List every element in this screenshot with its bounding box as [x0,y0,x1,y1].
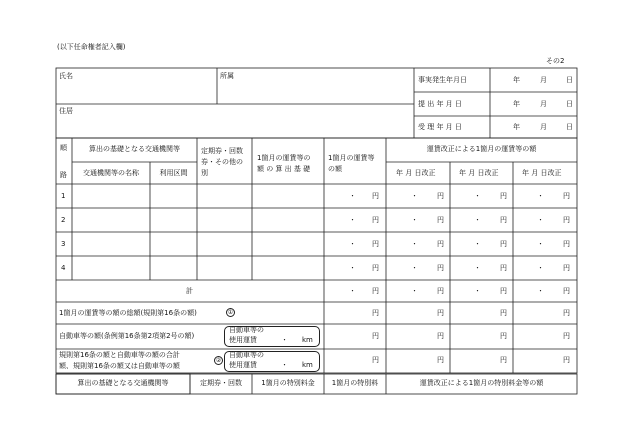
dot: ・ [474,192,481,200]
mark-one: ① [227,309,234,316]
facility-name-header: 交通機関等の名称 [83,169,139,177]
yen: 円 [372,240,379,248]
bottom-special-fee2-header: 1箇月の特別料 [331,379,379,387]
yen: 円 [500,309,507,317]
revision-col-2: 年 月 日改正 [459,169,499,177]
yen: 円 [563,216,570,224]
yen: 円 [372,192,379,200]
bottom-pass-header: 定期券・回数 [200,379,242,387]
date-day: 日 [566,100,573,108]
combined-label-1: 規則第16条の額と自動車等の額の合計 [59,351,180,359]
row-number: 3 [61,240,66,248]
header-note: (以下任命権者記入欄) [57,43,126,51]
yen: 円 [372,332,379,340]
yen: 円 [437,309,444,317]
yen: 円 [563,192,570,200]
pass-type-header-2: 券・その他の [201,158,243,166]
yen: 円 [563,287,570,295]
yen: 円 [372,216,379,224]
total-sum-label: 1箇月の運賃等の額の総額(規則第16条の額) [59,309,197,317]
dot: ・ [537,240,544,248]
dot: ・ [537,192,544,200]
date-label-submit: 提 出 年 月 日 [418,100,462,108]
car-amount-label: 自動車等の額(条例第16条第2項第2号の額) [59,332,195,340]
monthly-fare-header-1: 1箇月の運賃等 [328,154,375,162]
date-month: 月 [540,100,547,108]
date-year: 年 [513,100,520,108]
mark-two: ② [215,357,222,364]
fare-basis-header-1: 1箇月の運賃等の [257,154,311,162]
page-label: その2 [546,57,565,65]
dot: ・ [349,264,356,272]
pass-type-header-1: 定期券・回数 [201,147,243,155]
car-note-1: 自動車等の [229,351,264,359]
bottom-revision-special-header: 運賃改正による1箇月の特別料金等の額 [419,379,544,387]
monthly-fare-header-2: の額 [328,165,342,173]
yen: 円 [500,264,507,272]
yen: 円 [563,356,570,364]
revision-col-3: 年 月 日改正 [522,169,562,177]
dot: ・ [474,216,481,224]
date-month: 月 [540,123,547,131]
bottom-facility-header: 算出の基礎となる交通機関等 [77,379,169,387]
yen: 円 [437,240,444,248]
order-label-top: 順 [60,144,67,152]
dot: ・ [537,287,544,295]
name-label: 氏名 [59,72,73,80]
combined-label-2: 額、規則第16条の額又は自動車等の額 [59,362,180,370]
dot: ・ [349,216,356,224]
yen: 円 [563,264,570,272]
dot: ・ [411,264,418,272]
yen: 円 [563,309,570,317]
yen: 円 [437,192,444,200]
date-label-occurrence: 事実発生年月日 [418,76,467,84]
yen: 円 [437,216,444,224]
pass-type-header-3: 別 [201,169,208,177]
date-day: 日 [566,76,573,84]
date-label-receipt: 受 理 年 月 日 [418,123,462,131]
date-day: 日 [566,123,573,131]
dot: ・ [474,240,481,248]
yen: 円 [500,287,507,295]
dot: ・ [474,264,481,272]
yen: 円 [500,192,507,200]
revision-header: 運賃改正による1箇月の運賃等の額 [426,145,537,153]
dot: ・ [349,287,356,295]
yen: 円 [372,287,379,295]
yen: 円 [500,216,507,224]
dot: ・ [411,287,418,295]
car-note-2: 使用運賃 [229,361,257,369]
yen: 円 [372,264,379,272]
revision-col-1: 年 月 日改正 [396,169,436,177]
yen: 円 [372,309,379,317]
use-section-header: 利用区間 [159,169,188,177]
date-year: 年 [513,123,520,131]
yen: 円 [563,332,570,340]
dot: ・ [537,216,544,224]
dot: ・ [349,192,356,200]
date-month: 月 [540,76,547,84]
dot: ・ [281,361,288,369]
dot: ・ [411,192,418,200]
dot: ・ [411,240,418,248]
car-note-2: 使用運賃 [229,336,257,344]
yen: 円 [500,240,507,248]
dot: ・ [537,264,544,272]
address-label: 住居 [59,107,73,115]
dot: ・ [281,336,288,344]
row-number: 1 [61,192,66,200]
total-label: 計 [186,287,193,295]
bottom-special-fee-header: 1箇月の特別料金 [261,379,315,387]
yen: 円 [563,240,570,248]
yen: 円 [500,356,507,364]
date-year: 年 [513,76,520,84]
km-unit: km [302,336,313,344]
yen: 円 [437,264,444,272]
car-note-1: 自動車等の [229,326,264,334]
affiliation-label: 所属 [220,72,234,80]
yen: 円 [500,332,507,340]
km-unit: km [302,361,313,369]
basis-facility-header: 算出の基礎となる交通機関等 [89,145,180,153]
yen: 円 [437,332,444,340]
row-number: 4 [61,264,66,272]
order-label-bottom: 路 [60,171,67,179]
row-number: 2 [61,216,66,224]
yen: 円 [372,356,379,364]
yen: 円 [437,287,444,295]
fare-basis-header-2: 額 の 算 出 基 礎 [257,165,311,173]
dot: ・ [411,216,418,224]
yen: 円 [437,356,444,364]
dot: ・ [349,240,356,248]
dot: ・ [474,287,481,295]
